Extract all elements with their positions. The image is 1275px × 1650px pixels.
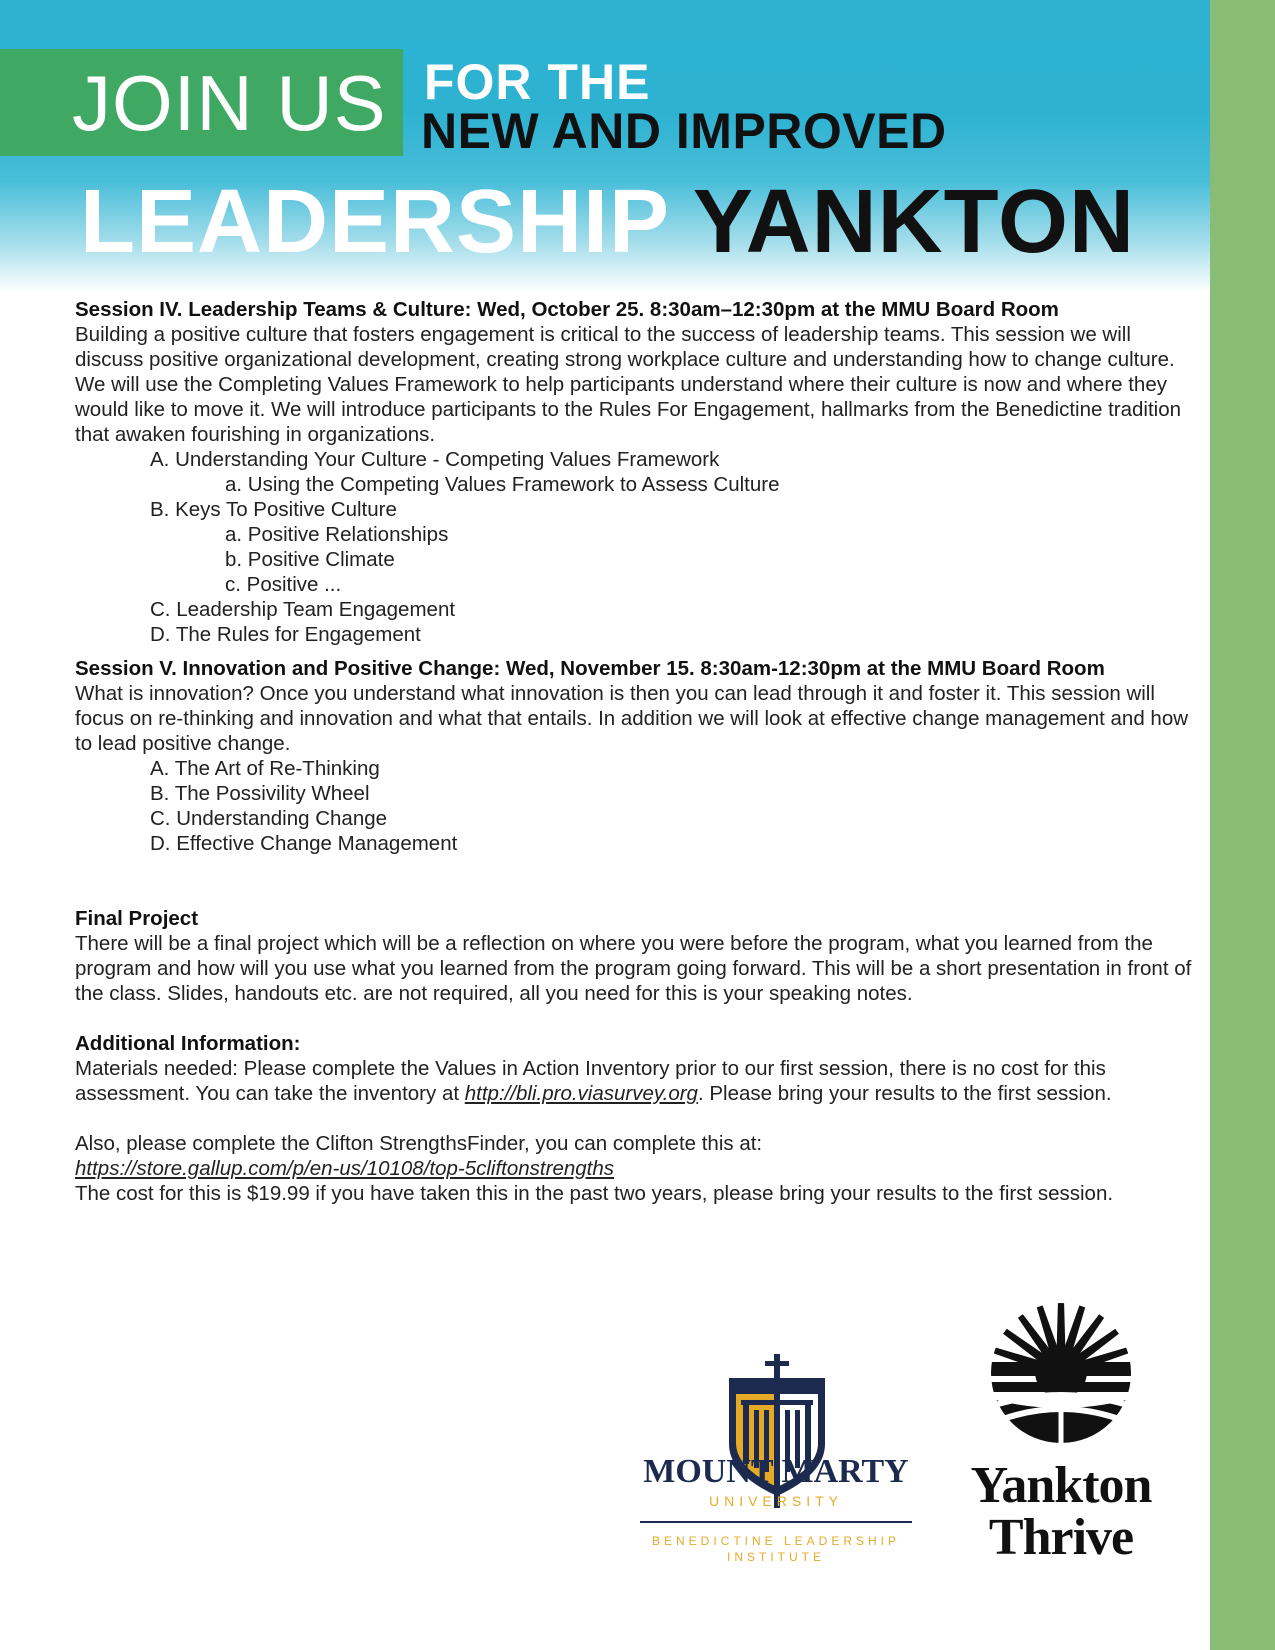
yankton-thrive-name	[955, 1457, 1167, 1566]
mmu-bli-line1: BENEDICTINE LEADERSHIP	[651, 1534, 901, 1548]
thrive-line1: Yankton	[970, 1457, 1152, 1514]
session-4-item-b3: c. Positive ...	[225, 573, 342, 596]
session-5-item-b: B. The Possivility Wheel	[150, 782, 370, 805]
for-the-text: FOR THE	[424, 54, 651, 110]
mmu-name: MOUNT MARTY	[643, 1453, 909, 1490]
thrive-line2: Thrive	[988, 1509, 1134, 1566]
session-4-item-a: A. Understanding Your Culture - Competing Values Framework	[150, 448, 720, 471]
clifton-cost: The cost for this is $19.99 if you have taken this in the past two years, please bring your results to the first session.	[75, 1182, 1114, 1205]
main-content	[75, 297, 1195, 1206]
session-5-item-a: A. The Art of Re-Thinking	[150, 757, 380, 780]
final-project-title: Final Project	[75, 907, 199, 930]
materials-text-post: . Please bring your results to the first session.	[697, 1082, 1112, 1105]
gallup-link[interactable]: https://store.gallup.com/p/en-us/10108/top-5cliftonstrengths	[75, 1157, 615, 1180]
yankton-thrive-sun-icon	[988, 1300, 1134, 1446]
session-4-item-c: C. Leadership Team Engagement	[150, 598, 456, 621]
mmu-bli	[637, 1533, 915, 1565]
via-survey-link[interactable]: http://bli.pro.viasurvey.org	[464, 1082, 698, 1105]
side-accent-bar	[1210, 0, 1275, 1650]
join-us-text: JOIN US	[72, 59, 387, 147]
new-and-improved-text: NEW AND IMPROVED	[421, 103, 947, 159]
mmu-divider	[640, 1521, 912, 1523]
session-4-item-d: D. The Rules for Engagement	[150, 623, 421, 646]
session-4-title: Session IV. Leadership Teams & Culture: Wed, October 25. 8:30am–12:30pm at the MMU Board Room	[75, 298, 1059, 321]
session-5-item-c: C. Understanding Change	[150, 807, 388, 830]
materials-needed	[75, 1056, 1195, 1106]
session-4-item-b: B. Keys To Positive Culture	[150, 498, 397, 521]
title-leadership: LEADERSHIP	[80, 172, 669, 272]
session-5-title: Session V. Innovation and Positive Change: Wed, November 15. 8:30am-12:30pm at the MMU Board Room	[75, 657, 1105, 680]
session-4-description: Building a positive culture that fosters engagement is critical to the success of leadership teams. This session we will discuss positive organizational development, creating strong workplace culture and understanding how to change culture. We will use the Completing Values Framework to help participants understand where their culture is now and where they would like to move it. We will introduce participants to the Rules For Engagement, hallmarks from the Benedictine tradition that awaken fourishing in organizations.	[75, 323, 1182, 446]
final-project-body: There will be a final project which will be a reflection on where you were before the program, what you learned from the program and how will you use what you learned from the program going forward. This will be a short presentation in front of the class. Slides, handouts etc. are not required, all you need for this is your speaking notes.	[75, 932, 1192, 1005]
title-yankton: YANKTON	[692, 172, 1135, 272]
clifton-intro: Also, please complete the Clifton StrengthsFinder, you can complete this at:	[75, 1132, 763, 1155]
session-5-description: What is innovation? Once you understand what innovation is then you can lead through it and foster it. This session will focus on re-thinking and innovation and what that entails. In addition we will look at effective change management and how to lead positive change.	[75, 682, 1189, 755]
session-4-item-b1: a. Positive Relationships	[225, 523, 449, 546]
mmu-bli-line2: INSTITUTE	[727, 1550, 825, 1564]
page-title	[80, 172, 1135, 272]
materials-text-pre: Materials needed: Please complete the Values in Action Inventory prior to our first session, there is no cost for this assessment. You can take the inventory at	[75, 1057, 1106, 1105]
mount-marty-shield-icon	[637, 1298, 915, 1566]
session-4-item-b2: b. Positive Climate	[225, 548, 395, 571]
session-4-item-a1: a. Using the Competing Values Framework to Assess Culture	[225, 473, 780, 496]
session-5-item-d: D. Effective Change Management	[150, 832, 458, 855]
mmu-university: UNIVERSITY	[708, 1493, 843, 1509]
additional-info-title: Additional Information:	[75, 1032, 301, 1055]
